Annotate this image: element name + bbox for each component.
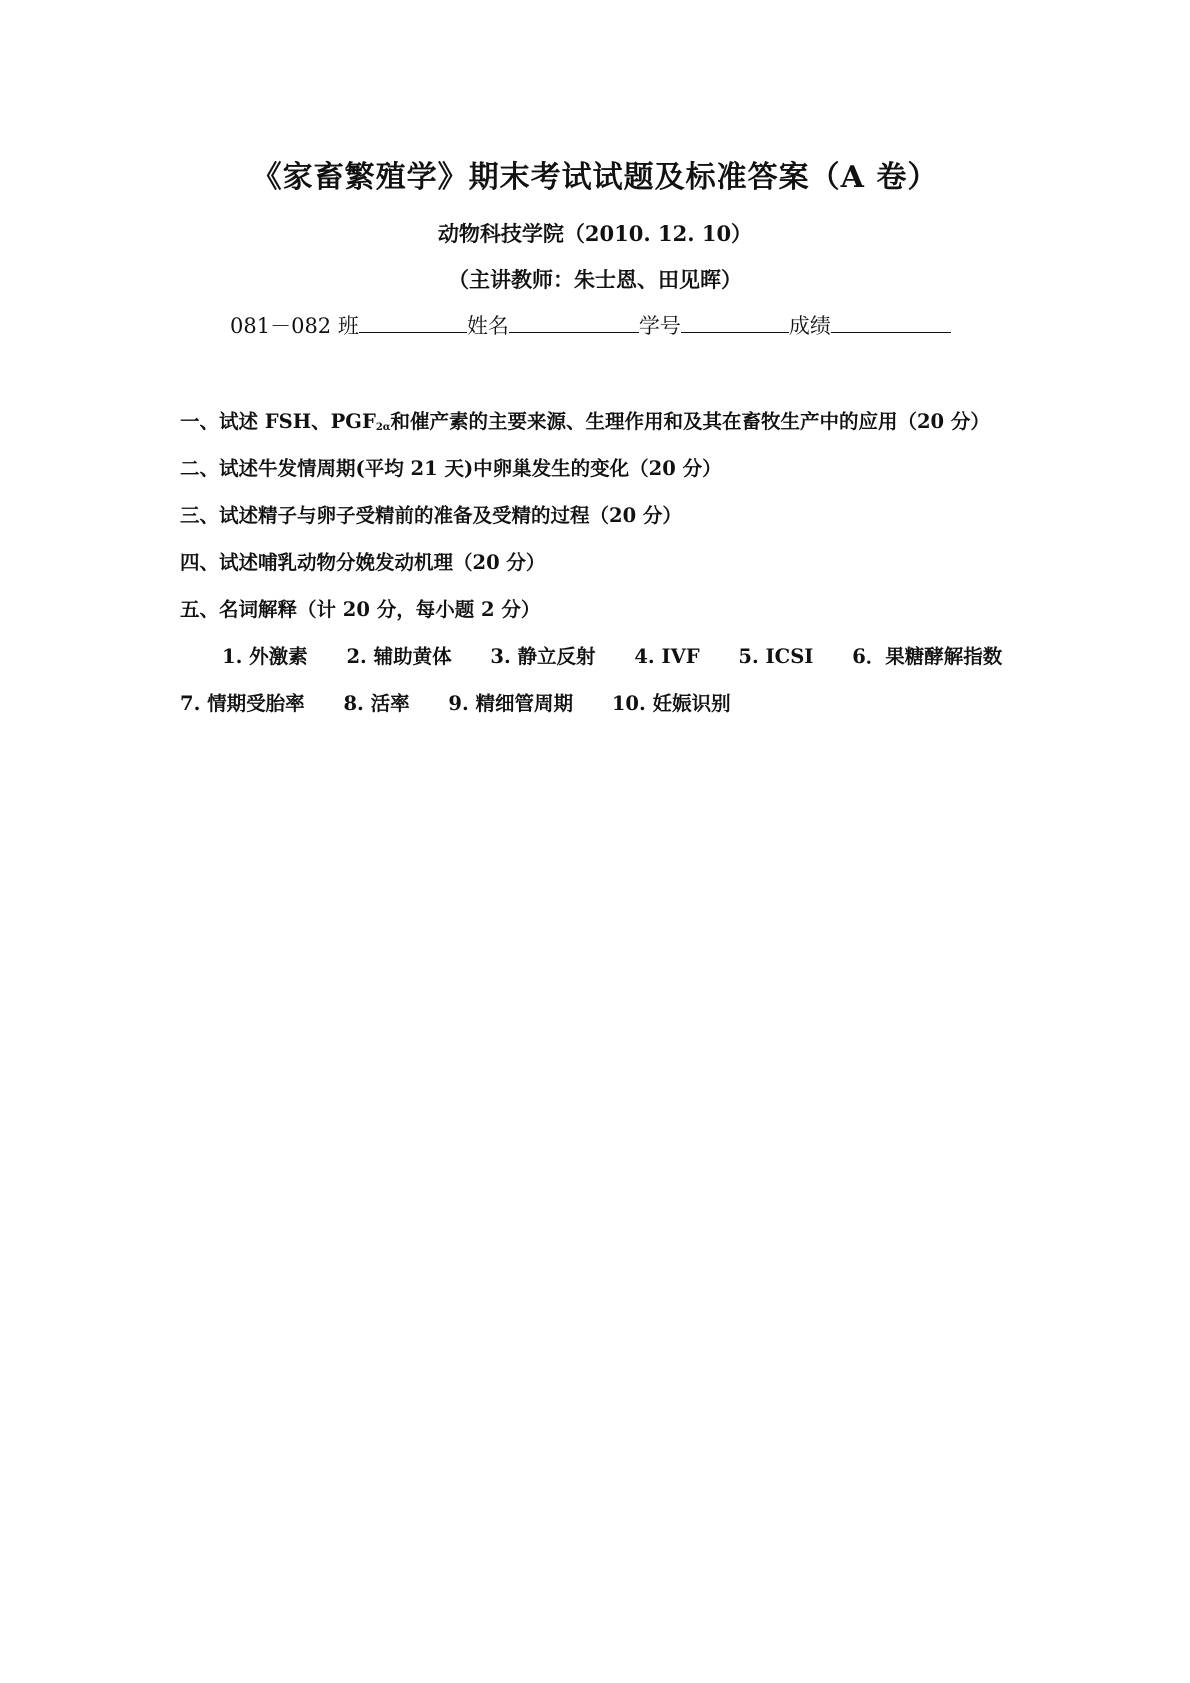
institution-date: 动物科技学院（2010. 12. 10） (437, 221, 753, 246)
name-blank[interactable] (509, 310, 639, 333)
question-1 (180, 406, 990, 434)
exam-title: 《家畜繁殖学》期末考试试题及标准答案（A 卷） (251, 160, 939, 195)
score-blank[interactable] (831, 310, 951, 333)
term-item: 6．果糖酵解指数 (852, 645, 1003, 668)
question-2: 二、试述牛发情周期(平均 21 天)中卵巢发生的变化（20 分） (180, 457, 722, 480)
terms-row-1 (222, 641, 1002, 669)
term-item: 5. ICSI (738, 645, 814, 668)
term-item: 10. 妊娠识别 (611, 692, 731, 715)
question-4: 四、试述哺乳动物分娩发动机理（20 分） (180, 551, 546, 574)
class-label: 081－082 班 (230, 314, 359, 338)
question-1-prefix: 一、试述 FSH、PGF (180, 410, 376, 433)
term-item: 2. 辅助黄体 (346, 645, 452, 668)
term-item: 4. IVF (634, 645, 700, 668)
term-item: 3. 静立反射 (490, 645, 596, 668)
question-5: 五、名词解释（计 20 分，每小题 2 分） (180, 598, 541, 621)
term-item: 7. 情期受胎率 (180, 692, 305, 715)
term-item: 1. 外激素 (222, 645, 308, 668)
term-item: 9. 精细管周期 (448, 692, 574, 715)
student-info-row (230, 310, 951, 340)
terms-row-2 (180, 688, 763, 716)
question-3: 三、试述精子与卵子受精前的准备及受精的过程（20 分） (180, 504, 682, 527)
question-1-subscript: 2α (375, 422, 391, 433)
name-label: 姓名 (466, 314, 509, 338)
question-1-suffix: 和催产素的主要来源、生理作用和及其在畜牧生产中的应用（20 分） (390, 410, 990, 433)
student-id-label: 学号 (638, 314, 681, 338)
student-id-blank[interactable] (681, 310, 789, 333)
score-label: 成绩 (788, 314, 831, 338)
class-blank[interactable] (359, 310, 467, 333)
term-item: 8. 活率 (343, 692, 410, 715)
teachers-line: （主讲教师：朱士恩、田见晖） (448, 267, 742, 292)
